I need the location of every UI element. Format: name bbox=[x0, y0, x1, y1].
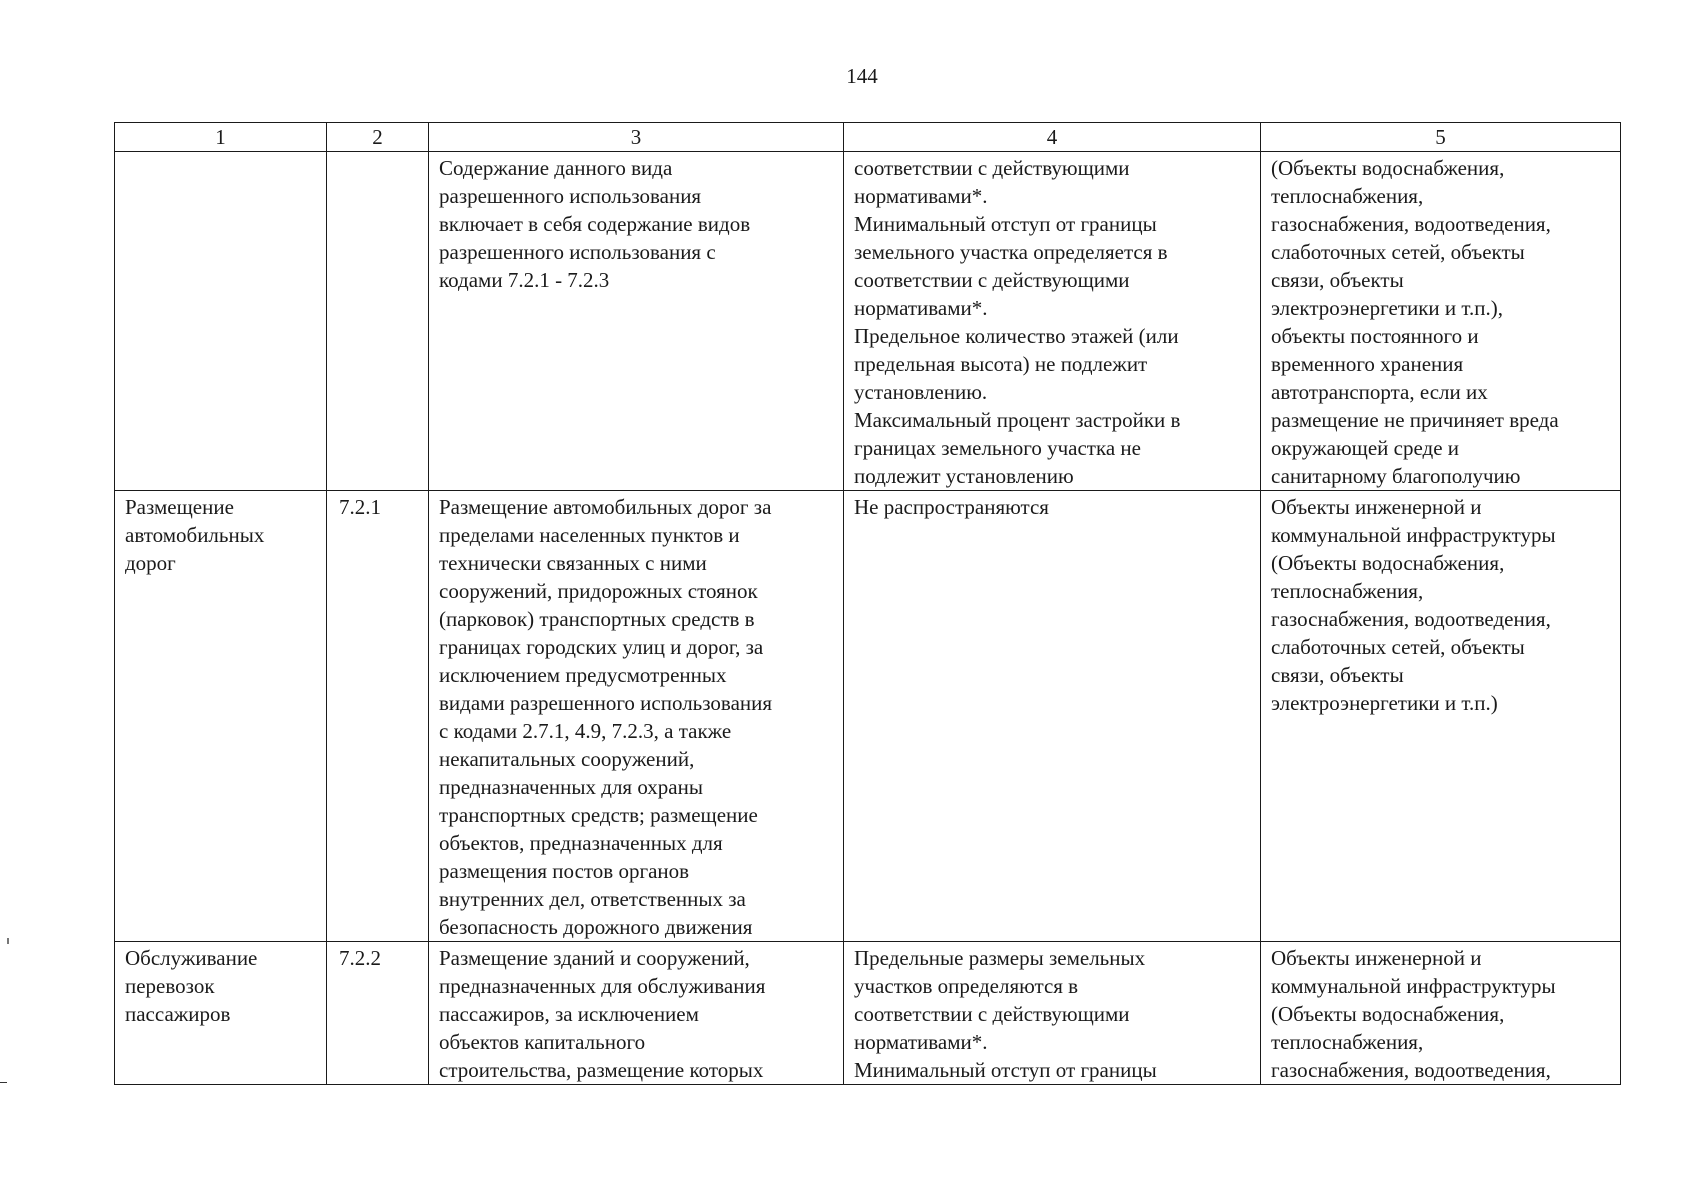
column-header-4: 4 bbox=[844, 123, 1261, 152]
cell-name: Обслуживание перевозок пассажиров bbox=[115, 942, 327, 1085]
column-header-5: 5 bbox=[1261, 123, 1621, 152]
table-row bbox=[115, 942, 1621, 1085]
column-header-1: 1 bbox=[115, 123, 327, 152]
table-row bbox=[115, 152, 1621, 491]
table-header-row bbox=[115, 123, 1621, 152]
cell-description: Размещение автомобильных дорог за пределами населенных пунктов и технически связанных с ними сооружений, придорожных стоянок (парковок) транспортных средств в границах городских улиц и дорог, за исключением предусмотренных видами разрешенного использования с кодами 2.7.1, 4.9, 7.2.3, а также некапитальных сооружений, предназначенных для охраны транспортных средств; размещение объектов, предназначенных для размещения постов органов внутренних дел, ответственных за безопасность дорожного движения bbox=[429, 491, 844, 942]
land-use-table bbox=[114, 122, 1621, 1085]
cell-description: Размещение зданий и сооружений, предназначенных для обслуживания пассажиров, за исключением объектов капитального строительства, размещение которых bbox=[429, 942, 844, 1085]
cell-parameters: Предельные размеры земельных участков определяются в соответствии с действующими нормативами*. Минимальный отступ от границы bbox=[844, 942, 1261, 1085]
page-number: 144 bbox=[846, 64, 878, 88]
cell-parameters: Не распространяются bbox=[844, 491, 1261, 942]
cell-code bbox=[327, 152, 429, 491]
scan-margin-mark bbox=[7, 938, 9, 944]
cell-name bbox=[115, 152, 327, 491]
column-header-3: 3 bbox=[429, 123, 844, 152]
cell-code: 7.2.1 bbox=[327, 491, 429, 942]
column-header-2: 2 bbox=[327, 123, 429, 152]
cell-auxiliary: (Объекты водоснабжения, теплоснабжения, газоснабжения, водоотведения, слаботочных сетей, объекты связи, объекты электроэнергетики и т.п.), объекты постоянного и временного хранения автотранспорта, если их размещение не причиняет вреда окружающей среде и санитарному благополучию bbox=[1261, 152, 1621, 491]
cell-auxiliary: Объекты инженерной и коммунальной инфраструктуры (Объекты водоснабжения, теплоснабжения, газоснабжения, водоотведения, слаботочных сетей, объекты связи, объекты электроэнергетики и т.п.) bbox=[1261, 491, 1621, 942]
cell-name: Размещение автомобильных дорог bbox=[115, 491, 327, 942]
scan-margin-line bbox=[0, 1082, 7, 1083]
cell-code: 7.2.2 bbox=[327, 942, 429, 1085]
cell-auxiliary: Объекты инженерной и коммунальной инфраструктуры (Объекты водоснабжения, теплоснабжения, газоснабжения, водоотведения, bbox=[1261, 942, 1621, 1085]
cell-description: Содержание данного вида разрешенного использования включает в себя содержание видов разрешенного использования с кодами 7.2.1 - 7.2.3 bbox=[429, 152, 844, 491]
cell-parameters: соответствии с действующими нормативами*. Минимальный отступ от границы земельного участка определяется в соответствии с действующими нормативами*. Предельное количество этажей (или предельная высота) не подлежит установлению. Максимальный процент застройки в границах земельного участка не подлежит установлению bbox=[844, 152, 1261, 491]
table-row bbox=[115, 491, 1621, 942]
